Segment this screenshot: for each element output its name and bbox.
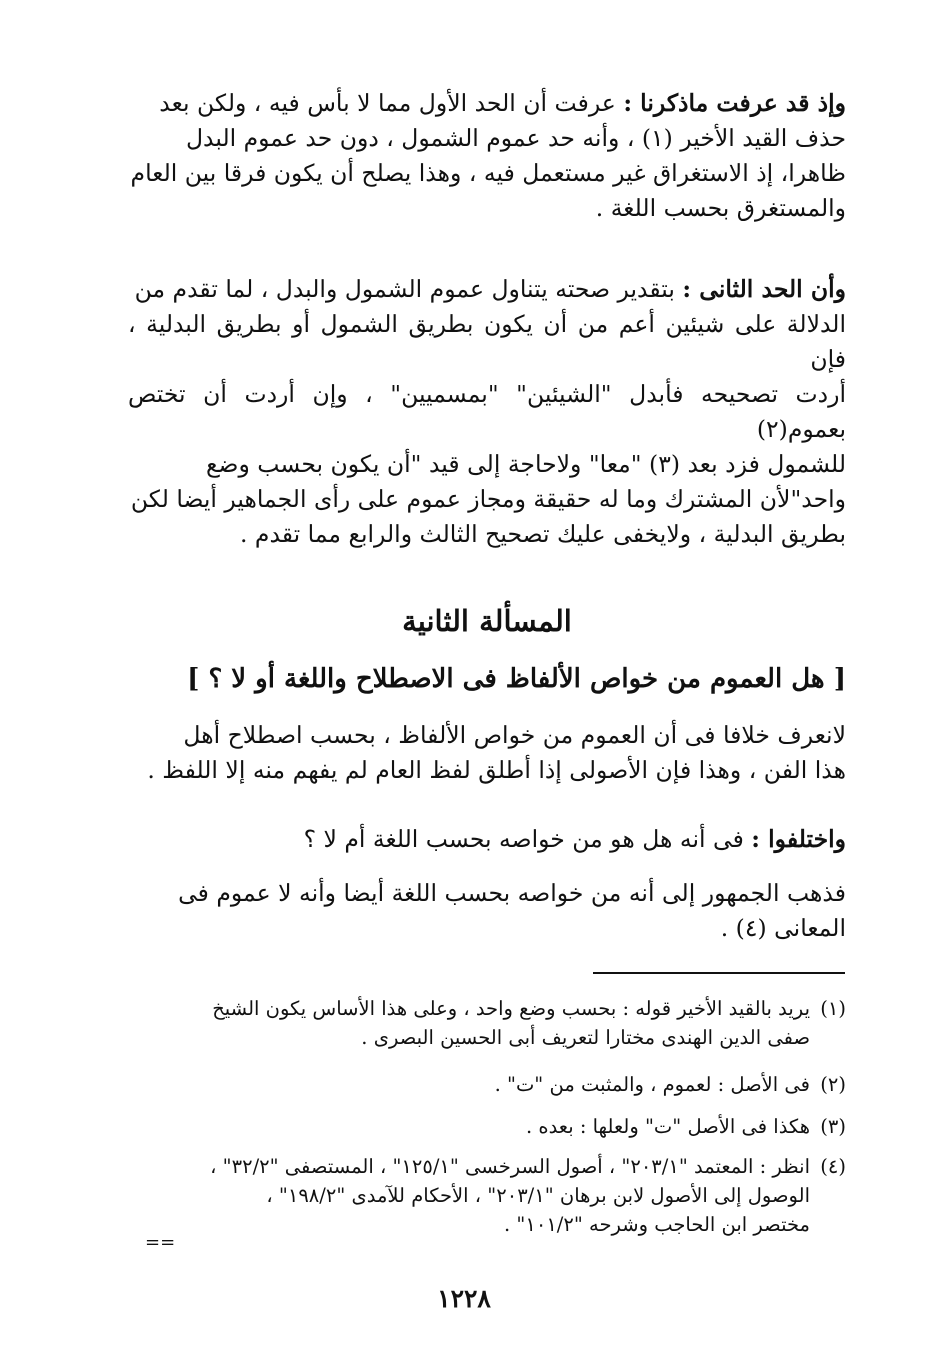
- page-number: ١٢٢٨: [437, 1284, 491, 1313]
- paragraph-line: وإذ قد عرفت ماذكرنا : عرفت أن الحد الأول مما لا بأس فيه ، ولكن بعد: [159, 89, 846, 117]
- footnote-separator: [593, 972, 845, 974]
- paragraph-lead: واختلفوا :: [751, 825, 846, 853]
- footnote-text: هكذا فى الأصل "ت" ولعلها : بعده .: [525, 1115, 810, 1138]
- paragraph-line: فذهب الجمهور إلى أنه من خواصه بحسب اللغة أيضا وأنه لا عموم فى: [178, 879, 846, 907]
- footnote-number: (٤): [820, 1155, 846, 1178]
- paragraph-line: هذا الفن ، وهذا فإن الأصولى إذا أطلق لفظ العام لم يفهم منه إلا اللفظ .: [147, 756, 846, 784]
- paragraph-line: أردت تصحيحه فأبدل "الشيئين" "بمسميين" ، وإن أردت أن تختص بعموم(٢): [128, 380, 846, 443]
- footnote-4: [128, 1152, 846, 1239]
- paragraph-line: ظاهرا، إذ الاستغراق غير مستعمل فيه ، وهذا يصلح أن يكون فرقا بين العام: [130, 159, 846, 187]
- footnote-number: (٢): [820, 1073, 846, 1096]
- paragraph-line: حذف القيد الأخير (١) ، وأنه حد عموم الشمول ، دون حد عموم البدل: [185, 124, 846, 152]
- paragraph-line: لانعرف خلافا فى أن العموم من خواص الألفاظ ، بحسب اصطلاح أهل: [183, 721, 846, 749]
- paragraph-line: بطريق البدلية ، ولايخفى عليك تصحيح الثالث والرابع مما تقدم .: [239, 520, 846, 548]
- paragraph-lead: وأن الحد الثانى :: [682, 275, 846, 303]
- footnote-text: صفى الدين الهندى مختارا لتعريف أبى الحسين البصرى .: [361, 1026, 810, 1049]
- paragraph-line: للشمول فزد بعد (٣) "معا" ولاحاجة إلى قيد "أن يكون بحسب وضع: [206, 450, 846, 478]
- paragraph-line: المعانى (٤) .: [720, 914, 846, 942]
- paragraph-2: [128, 272, 846, 552]
- footnote-text: الوصول إلى الأصول لابن برهان "٢٠٣/١" ، الأحكام للآمدى "١٩٨/٢" ،: [266, 1184, 810, 1207]
- footnote-number: (١): [820, 997, 846, 1020]
- paragraph-lead: وإذ قد عرفت ماذكرنا :: [623, 89, 846, 117]
- section-subheading: [ هل العموم من خواص الألفاظ فى الاصطلاح واللغة أو لا ؟ ]: [187, 664, 846, 694]
- footnote-number: (٣): [820, 1115, 846, 1138]
- continuation-mark: ==: [145, 1232, 176, 1253]
- paragraph-3: [128, 718, 846, 788]
- paragraph-5: [128, 876, 846, 946]
- paragraph-line: والمستغرق بحسب اللغة .: [595, 194, 846, 222]
- footnote-2: [128, 1070, 846, 1099]
- footnote-1: [128, 994, 846, 1052]
- paragraph-line: واختلفوا : فى أنه هل هو من خواصه بحسب اللغة أم لا ؟: [303, 825, 846, 853]
- paragraph-1: [128, 86, 846, 226]
- footnote-3: [128, 1112, 846, 1141]
- paragraph-line: وأن الحد الثانى : بتقدير صحته يتناول عموم الشمول والبدل ، لما تقدم من: [134, 275, 846, 303]
- paragraph-line: واحد"لأن المشترك وما له حقيقة ومجاز عموم على رأى الجماهير أيضا لكن: [130, 485, 846, 513]
- paragraph-4: [128, 822, 846, 857]
- paragraph-line: الدلالة على شيئين أعم من أن يكون بطريق الشمول أو بطريق البدلية ، فإن: [128, 310, 846, 373]
- section-heading: المسألة الثانية: [402, 604, 572, 638]
- footnote-text: يريد بالقيد الأخير قوله : بحسب وضع واحد ، وعلى هذا الأساس يكون الشيخ: [212, 997, 810, 1020]
- footnote-text: انظر : المعتمد "٢٠٣/١" ، أصول السرخسى "١٢٥/١" ، المستصفى "٣٢/٢" ،: [210, 1155, 810, 1178]
- footnote-text: فى الأصل : لعموم ، والمثبت من "ت" .: [494, 1073, 810, 1096]
- footnote-text: مختصر ابن الحاجب وشرحه "١٠١/٢" .: [504, 1213, 810, 1236]
